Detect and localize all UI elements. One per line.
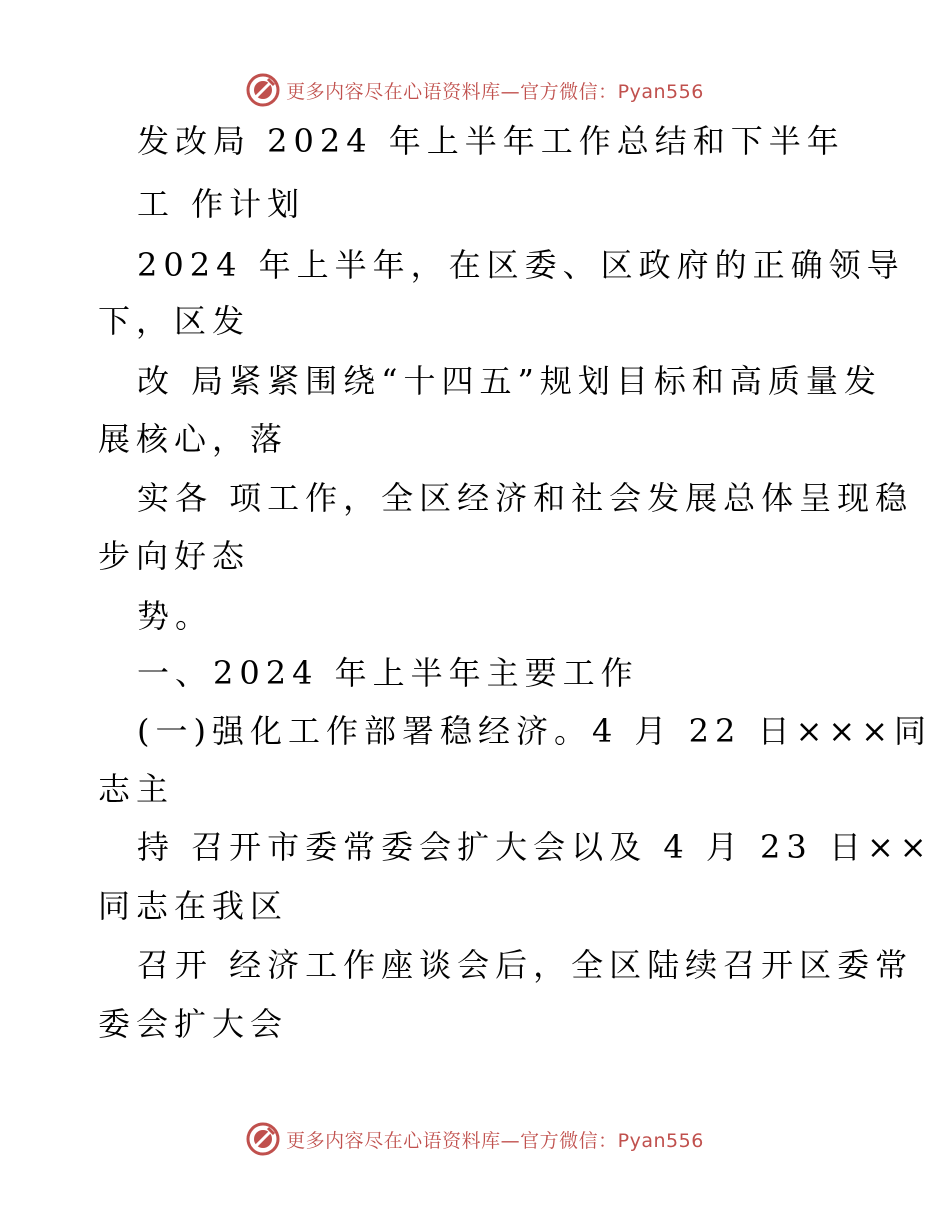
paragraph-line: 下，区发	[98, 302, 251, 340]
header-watermark	[0, 70, 950, 110]
paragraph-line: 步向好态	[98, 537, 251, 575]
paragraph-line: 持 召开市委常委会扩大会以及 4 月 23 日××	[137, 828, 933, 866]
paragraph-line: 同志在我区	[98, 887, 289, 925]
paragraph-line: 召开 经济工作座谈会后，全区陆续召开区委常	[137, 946, 914, 984]
footer-watermark	[0, 1119, 950, 1159]
paragraph-line: 势。	[137, 597, 214, 635]
paragraph-line: (一)强化工作部署稳经济。4 月 22 日×××同	[137, 712, 933, 750]
watermark-text: 更多内容尽在心语资料库—官方微信：Pyan556	[286, 1129, 704, 1152]
paragraph-line: 改 局紧紧围绕“十四五”规划目标和高质量发	[137, 362, 882, 400]
title-line-2: 工 作计划	[137, 185, 306, 223]
paragraph-line: 2024 年上半年，在区委、区政府的正确领导	[137, 246, 905, 284]
watermark-text: 更多内容尽在心语资料库—官方微信：Pyan556	[286, 80, 704, 103]
title-line-1: 发改局 2024 年上半年工作总结和下半年	[137, 122, 845, 160]
paragraph-line: 展核心，落	[98, 420, 289, 458]
paragraph-line: 实各 项工作，全区经济和社会发展总体呈现稳	[137, 479, 914, 517]
stamp-logo-icon	[246, 73, 280, 107]
stamp-logo-icon	[246, 1122, 280, 1156]
section-heading: 一、2024 年上半年主要工作	[137, 654, 639, 692]
paragraph-line: 委会扩大会	[98, 1005, 289, 1043]
paragraph-line: 志主	[98, 770, 175, 808]
